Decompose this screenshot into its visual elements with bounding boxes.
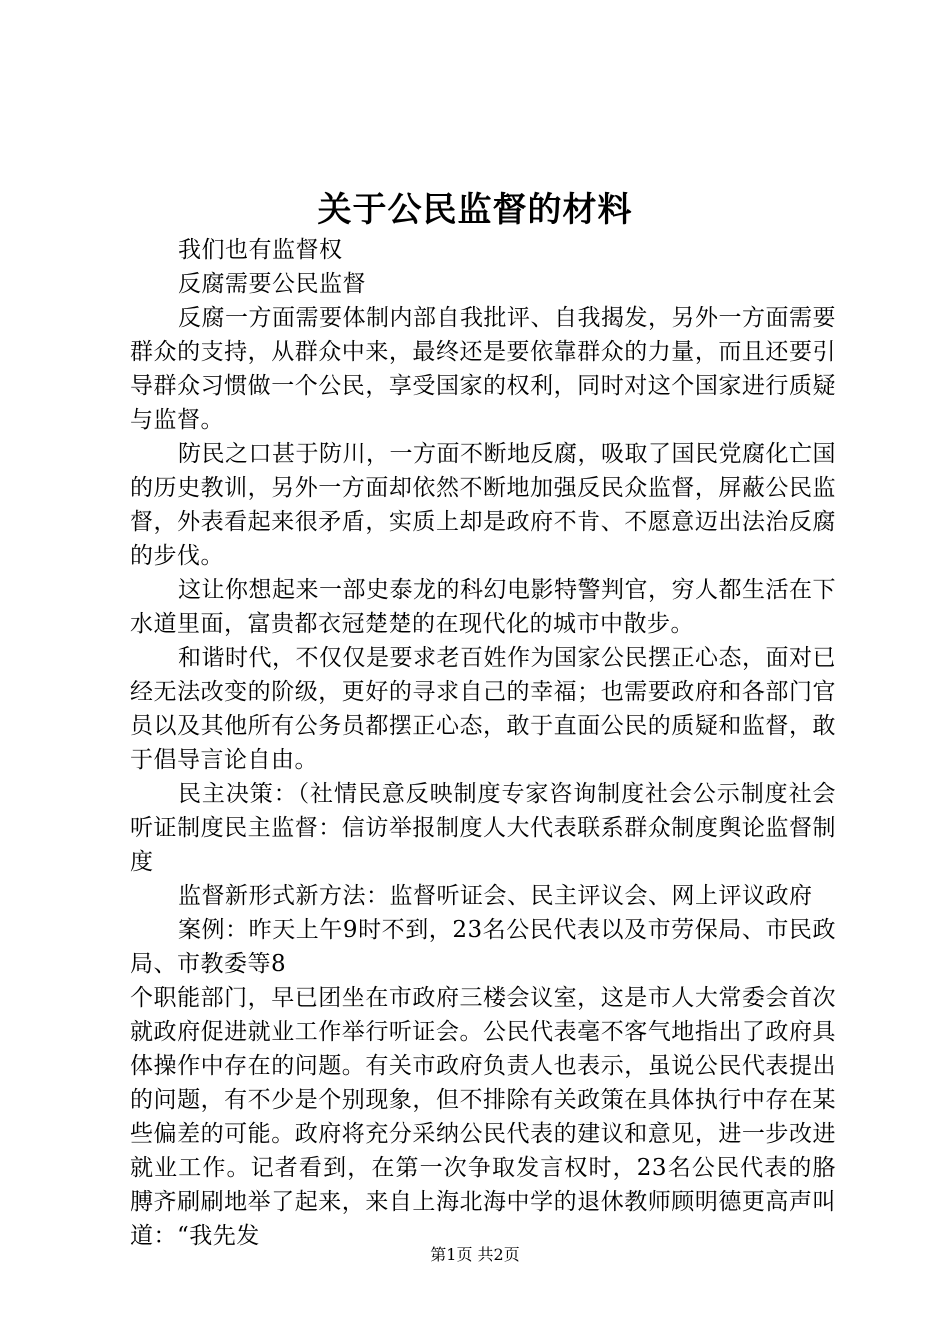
paragraph: 监督新形式新方法：监督听证会、民主评议会、网上评议政府 [178,883,813,909]
paragraph: 反腐一方面需要体制内部自我批评、自我揭发，另外一方面需要群众的支持，从群众中来，最终还是要依靠群众的力量，而且还要引导群众习惯做一个公民，享受国家的权利，同时对这个国家进行质疑与监督。 [130,305,836,433]
paragraph: 和谐时代，不仅仅是要求老百姓作为国家公民摆正心态，面对已经无法改变的阶级，更好的寻求自己的幸福；也需要政府和各部门官员以及其他所有公务员都摆正心态，敢于直面公民的质疑和监督，敢于倡导言论自由。 [130,645,836,773]
paragraph: 民主决策：（社情民意反映制度专家咨询制度社会公示制度社会听证制度民主监督：信访举报制度人大代表联系群众制度舆论监督制度 [130,781,836,875]
document-title: 关于公民监督的材料 [317,190,633,230]
document-body [130,233,836,1253]
paragraph: 这让你想起来一部史泰龙的科幻电影特警判官，穷人都生活在下水道里面，富贵都衣冠楚楚的在现代化的城市中散步。 [130,577,836,637]
paragraph: 案例：昨天上午9时不到，23名公民代表以及市劳保局、市民政局、市教委等8 [130,917,836,977]
paragraph: 防民之口甚于防川，一方面不断地反腐，吸取了国民党腐化亡国的历史教训，另外一方面却依然不断地加强反民众监督，屏蔽公民监督，外表看起来很矛盾，实质上却是政府不肯、不愿意迈出法治反腐的步伐。 [130,441,836,569]
page-footer: 第1页 共2页 [430,1245,520,1264]
paragraph: 个职能部门，早已团坐在市政府三楼会议室，这是市人大常委会首次就政府促进就业工作举行听证会。公民代表毫不客气地指出了政府具体操作中存在的问题。有关市政府负责人也表示，虽说公民代表提出的问题，有不少是个别现象，但不排除有关政策在具体执行中存在某些偏差的可能。政府将充分采纳公民代表的建议和意见，进一步改进就业工作。记者看到，在第一次争取发言权时，23名公民代表的胳膊齐刷刷地举了起来，来自上海北海中学的退休教师顾明德更高声叫道：“我先发 [130,985,836,1249]
paragraph-subtitle-2: 反腐需要公民监督 [178,271,366,297]
paragraph-subtitle-1: 我们也有监督权 [178,237,343,263]
